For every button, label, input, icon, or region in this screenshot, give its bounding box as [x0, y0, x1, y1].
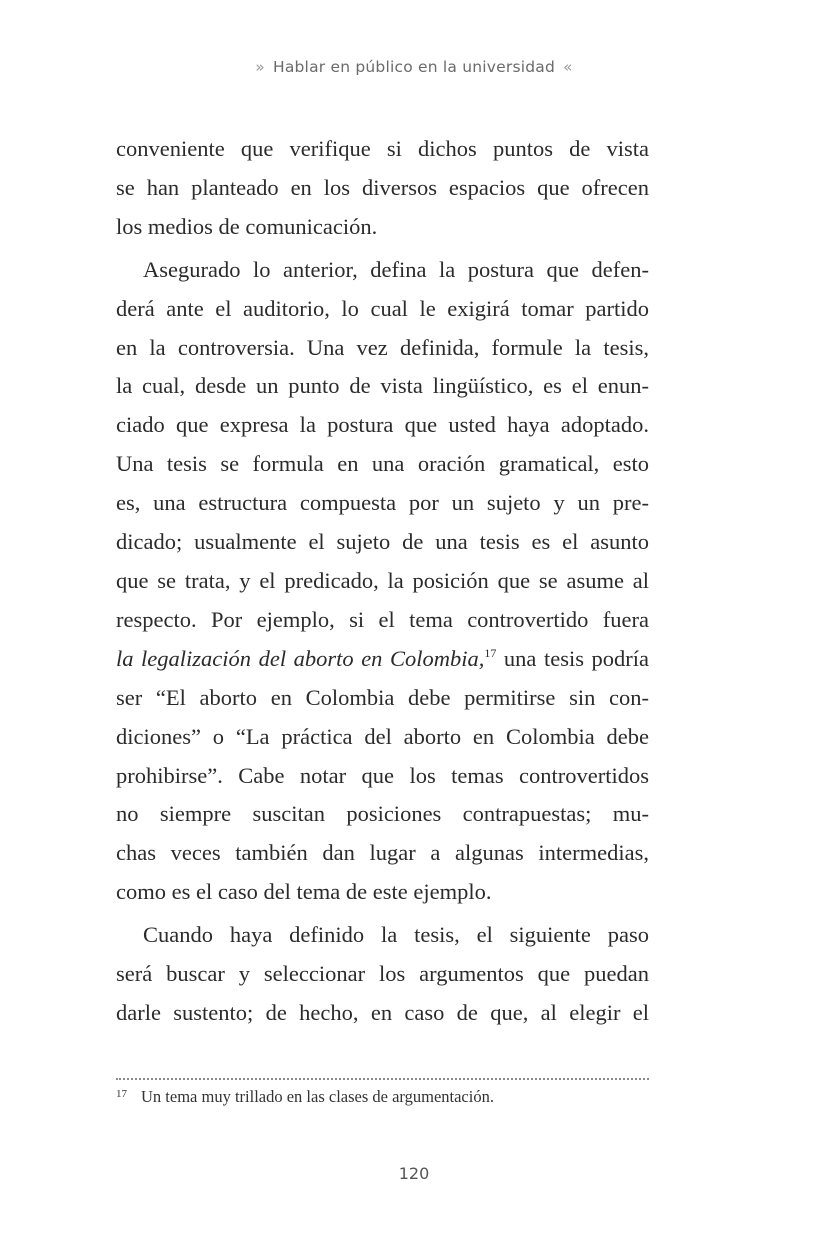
- paragraph-2: [116, 251, 649, 912]
- text-line: prohibirse”. Cabe notar que los temas controvertidos: [116, 762, 649, 788]
- text-line: conveniente que verifique si dichos puntos de vista: [116, 136, 649, 161]
- italic-phrase: la legalización del aborto en Colombia,: [116, 645, 485, 671]
- footnote-divider: [116, 1078, 649, 1080]
- text-line: como es el caso del tema de este ejemplo.: [116, 879, 492, 905]
- running-header: [0, 58, 828, 76]
- text-line: se han planteado en los diversos espacios que ofrecen: [116, 174, 649, 200]
- footnote-number: 17: [116, 1088, 127, 1100]
- text-line: diciones” o “La práctica del aborto en Colombia debe: [116, 723, 649, 749]
- footnote-text: Un tema muy trillado en las clases de argumentación.: [141, 1087, 494, 1106]
- text-line: no siempre suscitan posiciones contrapuestas; mu-: [116, 801, 649, 827]
- text-line: dicado; usualmente el sujeto de una tesis es el asunto: [116, 529, 649, 555]
- text-line: chas veces también dan lugar a algunas intermedias,: [116, 840, 649, 866]
- header-right-mark: «: [563, 58, 573, 76]
- text-line: Asegurado lo anterior, defina la postura que defen-: [143, 256, 649, 282]
- paragraph-1: [116, 130, 649, 247]
- text-line: Una tesis se formula en una oración gramatical, esto: [116, 451, 649, 477]
- page-body: [116, 130, 649, 1033]
- text-fragment: una tesis podría: [496, 645, 650, 671]
- text-line: respecto. Por ejemplo, si el tema controvertido fuera: [116, 606, 649, 632]
- text-line-with-footnote: [116, 640, 649, 679]
- text-line: que se trata, y el predicado, la posición que se asume al: [116, 567, 649, 593]
- text-line: derá ante el auditorio, lo cual le exigirá tomar partido: [116, 295, 649, 321]
- text-line: es, una estructura compuesta por un sujeto y un pre-: [116, 490, 649, 516]
- text-line: darle sustento; de hecho, en caso de que, al elegir el: [116, 999, 649, 1025]
- text-line: en la controversia. Una vez definida, formule la tesis,: [116, 334, 649, 360]
- text-line: ser “El aborto en Colombia debe permitirse sin con-: [116, 684, 649, 710]
- text-line: será buscar y seleccionar los argumentos que puedan: [116, 961, 649, 987]
- header-left-mark: »: [255, 58, 265, 76]
- header-title: Hablar en público en la universidad: [272, 58, 556, 76]
- text-line: la cual, desde un punto de vista lingüístico, es el enun-: [116, 373, 649, 399]
- text-line: ciado que expresa la postura que usted haya adoptado.: [116, 412, 649, 438]
- text-line: los medios de comunicación.: [116, 213, 378, 239]
- paragraph-3: [116, 916, 649, 1033]
- footnote: [116, 1087, 649, 1107]
- text-line: Cuando haya definido la tesis, el siguiente paso: [143, 922, 649, 948]
- page-number: 120: [398, 1164, 430, 1183]
- footnote-reference[interactable]: 17: [484, 645, 497, 660]
